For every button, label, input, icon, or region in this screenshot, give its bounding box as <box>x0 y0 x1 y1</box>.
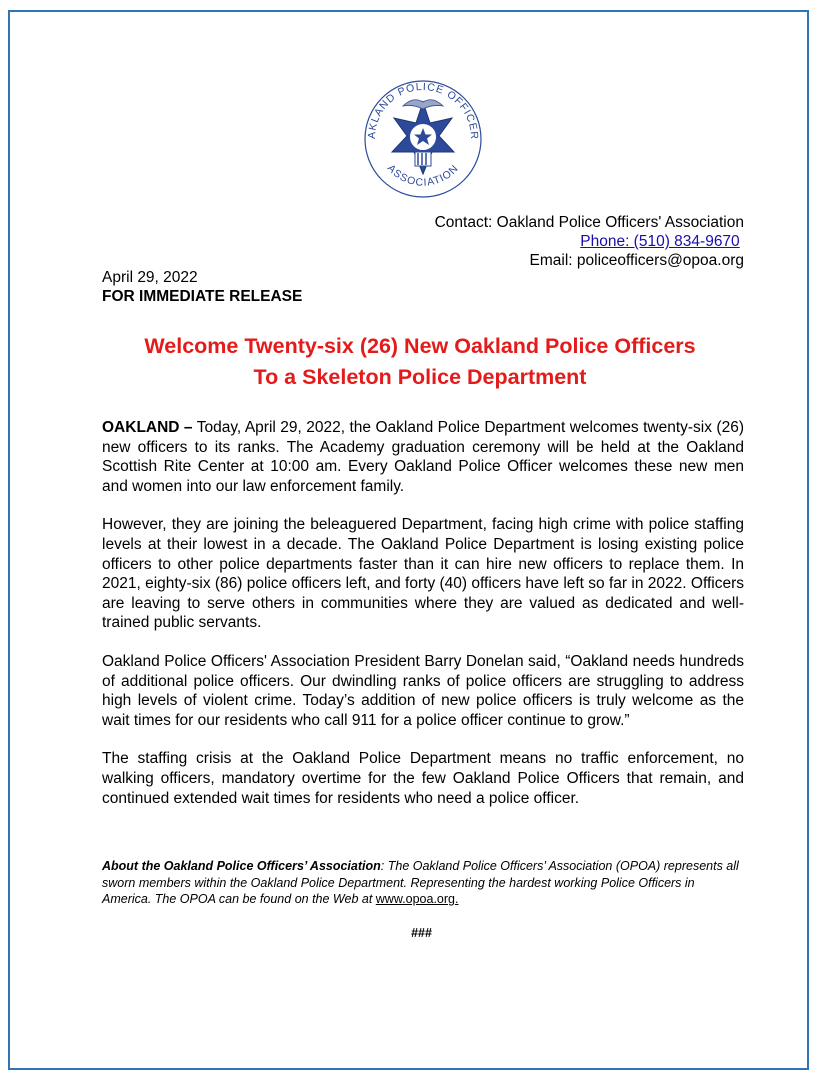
press-release-body <box>102 418 744 827</box>
about-section <box>102 858 744 908</box>
paragraph-2: However, they are joining the beleaguered Department, facing high crime with police staffing levels at their lowest in a decade. The Oakland Police Department is losing existing police officers to other police departments faster than it can hire new officers to replace them. In 2021, eighty-six (86) police officers left, and forty (40) officers have left so far in 2022. Officers are leaving to serve others in communities where they are valued as dedicated and well-trained public servants. <box>102 516 744 632</box>
paragraph-4: The staffing crisis at the Oakland Police Department means no traffic enforcement, no walking officers, mandatory overtime for the few Oakland Police Officers that remain, and continued extended wait times for residents who need a police officer. <box>102 750 744 807</box>
dateline: OAKLAND – <box>102 419 193 436</box>
paragraph-1-text: Today, April 29, 2022, the Oakland Police Department welcomes twenty-six (26) new officers to its ranks. The Academy graduation ceremony will be held at the Oakland Scottish Rite Center at 10:00 am. Every Oakland Police Officer welcomes these new men and women into our law enforcement family. <box>102 419 744 495</box>
contact-email: Email: policeofficers@opoa.org <box>529 252 744 269</box>
paragraph-1 <box>102 418 744 496</box>
release-date-block <box>102 268 302 306</box>
headline-line-1: Welcome Twenty-six (26) New Oakland Police Officers <box>144 334 696 358</box>
about-text: : The Oakland Police Officers’ Association (OPOA) represents all sworn members within the Oakland Police Department. Representing the hardest working Police Officers in America. The OPOA can be found on the Web at <box>102 859 739 906</box>
contact-block <box>435 213 744 270</box>
end-mark: ### <box>411 926 432 940</box>
opoa-website-link[interactable]: www.opoa.org. <box>375 892 459 906</box>
headline-line-2: To a Skeleton Police Department <box>253 365 587 389</box>
logo-arc-top-text: AKLAND POLICE OFFICER <box>365 80 481 141</box>
police-star-badge-icon <box>358 76 488 200</box>
opoa-logo <box>358 76 488 200</box>
logo-arc-bottom-text: ASSOCIATION <box>384 162 462 189</box>
release-status: FOR IMMEDIATE RELEASE <box>102 288 303 305</box>
paragraph-3: Oakland Police Officers' Association President Barry Donelan said, “Oakland needs hundreds of additional police officers. Our dwindling ranks of police officers are struggling to address high levels of violent crime. Today’s addition of new police officers is truly welcome as the wait times for our residents who call 911 for a police officer continue to grow.” <box>102 652 744 729</box>
release-date: April 29, 2022 <box>102 269 198 286</box>
contact-label: Contact: Oakland Police Officers' Association <box>434 214 744 231</box>
about-title: About the Oakland Police Officers’ Association <box>102 859 381 873</box>
phone-link[interactable]: Phone: (510) 834-9670 <box>580 233 740 250</box>
headline <box>60 331 780 393</box>
